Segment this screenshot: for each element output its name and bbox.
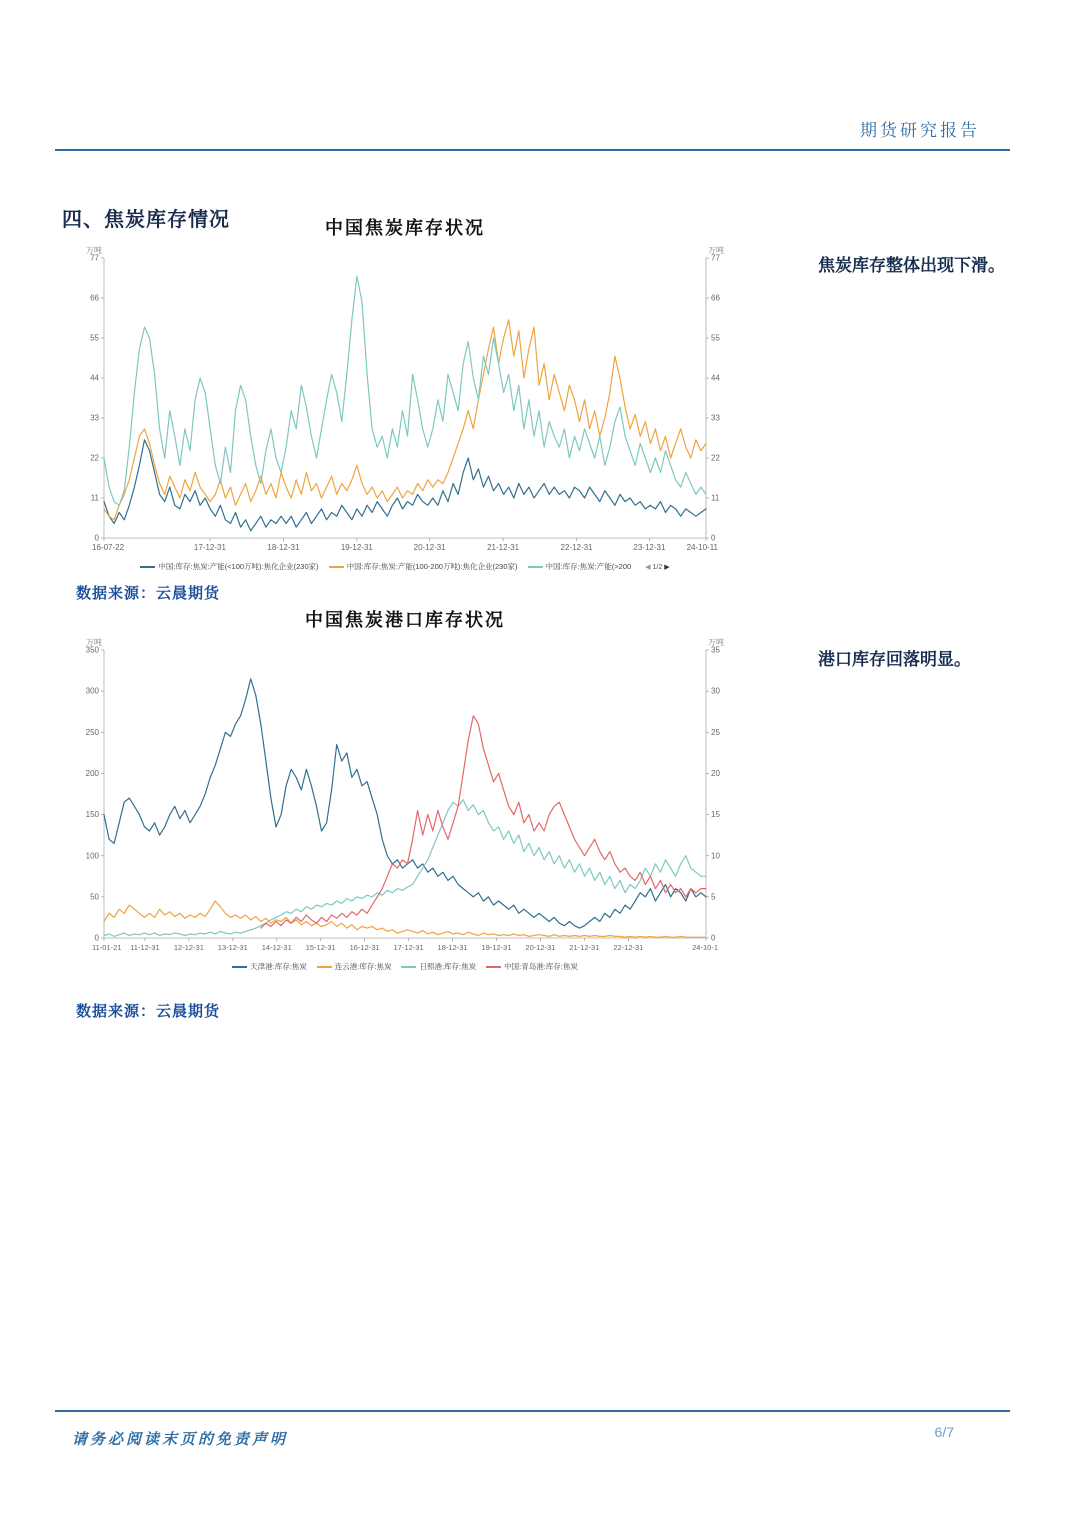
chart-coke-inventory xyxy=(60,214,750,572)
chart1-legend xyxy=(60,561,750,572)
svg-text:14-12-31: 14-12-31 xyxy=(261,943,292,952)
legend-swatch xyxy=(317,966,332,968)
svg-text:300: 300 xyxy=(85,686,99,696)
svg-text:11: 11 xyxy=(90,493,99,503)
pager-prev-icon: ◀ xyxy=(645,563,651,571)
svg-text:44: 44 xyxy=(90,373,99,383)
svg-text:18-12-31: 18-12-31 xyxy=(437,943,468,952)
svg-text:44: 44 xyxy=(711,373,720,383)
svg-text:18-12-31: 18-12-31 xyxy=(267,543,300,552)
legend-item xyxy=(401,961,476,972)
svg-text:23-12-31: 23-12-31 xyxy=(633,543,666,552)
svg-text:20-12-31: 20-12-31 xyxy=(525,943,556,952)
footer-disclaimer: 请务必阅读末页的免责声明 xyxy=(72,1431,289,1448)
legend-item xyxy=(329,561,518,572)
legend-pager: ◀ 1/2 ▶ xyxy=(645,563,670,571)
svg-text:35: 35 xyxy=(711,645,720,655)
legend-label: 天津港:库存:焦炭 xyxy=(250,962,307,971)
report-type-label: 期货研究报告 xyxy=(860,121,980,140)
legend-swatch xyxy=(140,566,155,568)
svg-text:万吨: 万吨 xyxy=(708,638,724,647)
legend-label: 中国:库存:焦炭:产能(100-200万吨):焦化企业(230家) xyxy=(346,562,518,571)
legend-item xyxy=(232,961,307,972)
svg-text:77: 77 xyxy=(711,253,720,263)
legend-swatch xyxy=(329,566,344,568)
chart1-canvas xyxy=(60,242,750,560)
svg-text:万吨: 万吨 xyxy=(86,246,102,255)
svg-text:350: 350 xyxy=(85,645,99,655)
section-title: 四、焦炭库存情况 xyxy=(62,208,230,231)
svg-text:66: 66 xyxy=(90,293,99,303)
legend-label: 中国:库存:焦炭:产能(>200 xyxy=(545,562,632,571)
svg-text:33: 33 xyxy=(711,413,720,423)
svg-text:10: 10 xyxy=(711,851,720,861)
svg-text:22: 22 xyxy=(90,453,99,463)
svg-text:66: 66 xyxy=(711,293,720,303)
svg-text:15-12-31: 15-12-31 xyxy=(305,943,336,952)
chart2-legend xyxy=(60,961,750,972)
svg-text:万吨: 万吨 xyxy=(708,246,724,255)
svg-text:11: 11 xyxy=(711,493,720,503)
legend-item xyxy=(317,961,392,972)
svg-text:16-07-22: 16-07-22 xyxy=(92,543,125,552)
svg-text:55: 55 xyxy=(90,333,99,343)
svg-text:33: 33 xyxy=(90,413,99,423)
note-inventory-decline: 焦炭库存整体出现下滑。 xyxy=(818,256,1005,275)
data-source-1: 数据来源：云晨期货 xyxy=(76,585,221,602)
legend-swatch xyxy=(528,566,543,568)
legend-label: 中国:青岛港:库存:焦炭 xyxy=(504,962,578,971)
legend-swatch xyxy=(486,966,501,968)
legend-label: 连云港:库存:焦炭 xyxy=(334,962,392,971)
svg-text:21-12-31: 21-12-31 xyxy=(569,943,600,952)
svg-text:21-12-31: 21-12-31 xyxy=(487,543,520,552)
svg-text:22-12-31: 22-12-31 xyxy=(560,543,593,552)
svg-text:20-12-31: 20-12-31 xyxy=(413,543,446,552)
svg-text:0: 0 xyxy=(711,533,716,543)
svg-text:77: 77 xyxy=(90,253,99,263)
svg-text:100: 100 xyxy=(85,851,99,861)
chart-port-inventory xyxy=(60,606,750,972)
legend-item xyxy=(528,561,632,572)
legend-swatch xyxy=(232,966,247,968)
svg-text:5: 5 xyxy=(711,892,716,902)
legend-swatch xyxy=(401,966,416,968)
svg-text:19-12-31: 19-12-31 xyxy=(340,543,373,552)
svg-text:12-12-31: 12-12-31 xyxy=(173,943,204,952)
svg-text:11-01-21: 11-01-21 xyxy=(92,943,122,952)
chart2-canvas xyxy=(60,634,750,960)
header-divider xyxy=(55,149,1010,151)
svg-text:22: 22 xyxy=(711,453,720,463)
svg-text:150: 150 xyxy=(85,810,99,820)
svg-text:0: 0 xyxy=(711,933,716,943)
svg-text:11-12-31: 11-12-31 xyxy=(130,943,160,952)
svg-text:20: 20 xyxy=(711,769,720,779)
svg-text:250: 250 xyxy=(85,727,99,737)
svg-text:万吨: 万吨 xyxy=(86,638,102,647)
svg-text:50: 50 xyxy=(90,892,99,902)
svg-text:55: 55 xyxy=(711,333,720,343)
svg-text:19-12-31: 19-12-31 xyxy=(481,943,512,952)
footer-divider xyxy=(55,1410,1010,1412)
svg-text:30: 30 xyxy=(711,686,720,696)
legend-item xyxy=(486,961,578,972)
svg-text:17-12-31: 17-12-31 xyxy=(193,543,226,552)
svg-text:16-12-31: 16-12-31 xyxy=(349,943,380,952)
note-port-decline: 港口库存回落明显。 xyxy=(818,650,971,669)
legend-label: 中国:库存:焦炭:产能(<100万吨):焦化企业(230家) xyxy=(158,562,319,571)
svg-text:15: 15 xyxy=(711,810,720,820)
svg-text:17-12-31: 17-12-31 xyxy=(393,943,424,952)
legend-item xyxy=(140,561,318,572)
svg-text:22-12-31: 22-12-31 xyxy=(613,943,644,952)
data-source-2: 数据来源：云晨期货 xyxy=(76,1003,221,1020)
svg-text:25: 25 xyxy=(711,727,720,737)
svg-text:24-10-11: 24-10-11 xyxy=(686,543,718,552)
svg-text:200: 200 xyxy=(85,769,99,779)
chart1-title: 中国焦炭库存状况 xyxy=(325,218,485,238)
svg-text:0: 0 xyxy=(94,533,99,543)
pager-next-icon: ▶ xyxy=(664,563,670,571)
svg-text:13-12-31: 13-12-31 xyxy=(217,943,248,952)
legend-label: 日照港:库存:焦炭 xyxy=(419,962,477,971)
page-number: 6/7 xyxy=(934,1424,954,1440)
svg-text:0: 0 xyxy=(94,933,99,943)
chart2-title: 中国焦炭港口库存状况 xyxy=(305,610,505,630)
svg-text:24-10-1: 24-10-1 xyxy=(692,943,718,952)
